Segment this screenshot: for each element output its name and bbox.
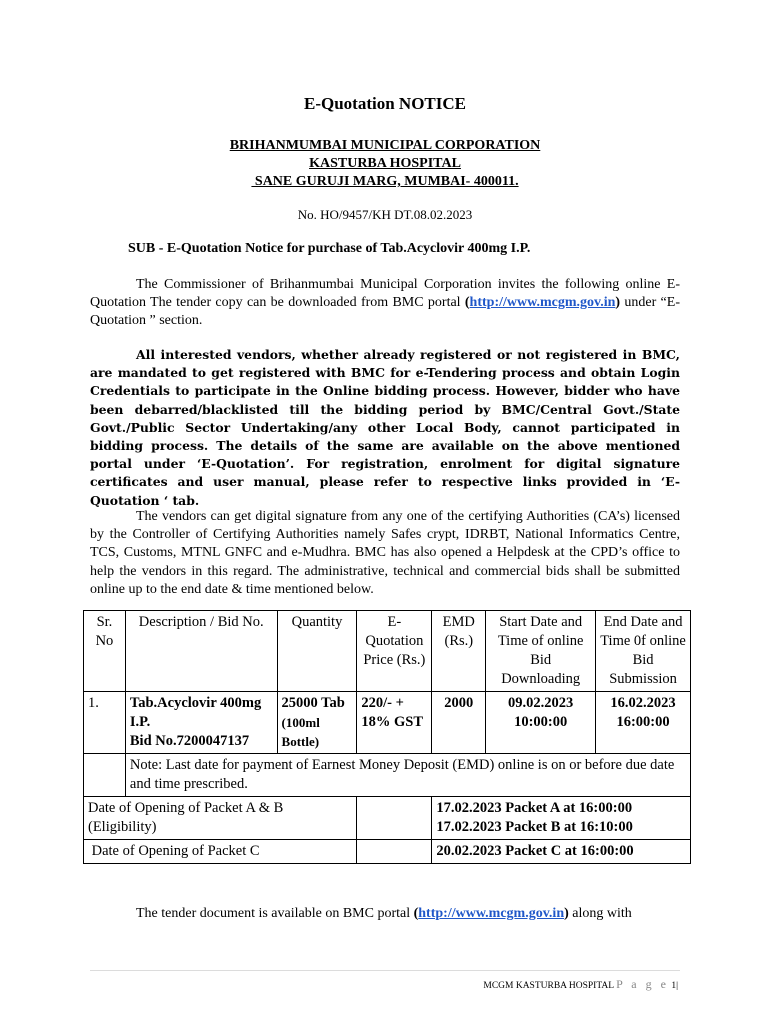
cell-quantity (277, 692, 357, 754)
cell-start-date (486, 692, 596, 754)
opening-packet-b: 17.02.2023 Packet B at 16:10:00 (436, 819, 633, 835)
reference-number: No. HO/9457/KH DT.08.02.2023 (297, 207, 473, 222)
page-footer (483, 977, 678, 992)
quantity-pack: (100ml Bottle) (281, 715, 320, 749)
end-date: 16.02.2023 (610, 695, 676, 711)
bmc-portal-link-2[interactable]: http://www.mcgm.gov.in (418, 906, 565, 921)
closing-text: The tender document is available on BMC portal (136, 906, 414, 921)
emd-note: Note: Last date for payment of Earnest Money Deposit (EMD) online is on or before due date and time prescribed. (125, 754, 690, 797)
link-open-paren-2: ( (413, 906, 419, 921)
item-name: Tab.Acyclovir 400mg I.P. (129, 695, 262, 730)
header-end-date: End Date and Time 0f online Bid Submission (596, 611, 691, 692)
hospital-name: KASTURBA HOSPITAL (309, 156, 461, 171)
digital-signature-text: The vendors can get digital signature from any one of the certifying Authorities (CA’s) licensed by the Controller of Certifying Authorities namely Safes crypt, IDRBT, National Informatics Centre, TCS, Customs, MTNL GNFC and e-Mudhra. BMC has also opened a Helpdesk at the CPD’s office to help the vendors in this regard. The administrative, technical and commercial bids shall be submitted online up to the end date & time mentioned below. (90, 509, 680, 597)
cell-end-date (596, 692, 691, 754)
intro-paragraph (90, 276, 680, 331)
hospital-address: SANE GURUJI MARG, MUMBAI- 400011. (251, 174, 519, 189)
end-time: 16:00:00 (616, 714, 670, 730)
org-name: BRIHANMUMBAI MUNICIPAL CORPORATION (229, 138, 541, 153)
table-header-row (84, 611, 691, 692)
price-main: 220/- + (361, 695, 404, 711)
cell-emd: 2000 (432, 692, 486, 754)
start-time: 10:00:00 (514, 714, 568, 730)
link-open-paren: ( (464, 295, 470, 311)
opening-ab-label: Date of Opening of Packet A & B (Eligibility) (84, 797, 357, 840)
cell-description (125, 692, 277, 754)
footer-page-label: P a g e (616, 977, 669, 991)
header-start-date: Start Date and Time of online Bid Downloading (486, 611, 596, 692)
price-tax: 18% GST (361, 714, 424, 730)
opening-packet-a: 17.02.2023 Packet A at 16:00:00 (436, 800, 633, 816)
subject-line: SUB - E-Quotation Notice for purchase of Tab.Acyclovir 400mg I.P. (128, 241, 531, 256)
cell-price (357, 692, 432, 754)
notice-title: E-Quotation NOTICE (304, 94, 466, 113)
cell-sr-no: 1. (84, 692, 126, 754)
opening-ab-blank (357, 797, 432, 840)
opening-c-blank (357, 840, 432, 864)
bmc-portal-link[interactable]: http://www.mcgm.gov.in (469, 295, 616, 311)
closing-text-end: along with (568, 906, 632, 921)
registration-paragraph (90, 346, 680, 510)
header-sr-no: Sr. No (84, 611, 126, 692)
link-close-paren-2: ) (564, 906, 569, 921)
table-row (84, 692, 691, 754)
header-emd: EMD (Rs.) (432, 611, 486, 692)
opening-c-label: Date of Opening of Packet C (84, 840, 357, 864)
organization-header (0, 137, 770, 191)
note-blank-cell (84, 754, 126, 797)
registration-text: All interested vendors, whether already registered or not registered in BMC, are mandated to get registered with BMC for e-Tendering process and obtain Login Credentials to participate in the Online bidding process. However, bidder who have been debarred/blacklisted till the bidding period by BMC/Central Govt./State Govt./Public Sector Undertaking/any other Local Body, cannot participated in bidding process. The details of the same are available on the above mentioned portal under ‘E-Quotation’. For registration, enrolment for digital signature certificates and user manual, please refer to respective links provided in ‘E-Quotation ‘ tab. (90, 347, 680, 508)
note-row (84, 754, 691, 797)
start-date: 09.02.2023 (508, 695, 574, 711)
footer-page-number: 1 (671, 981, 677, 991)
header-quantity: Quantity (277, 611, 357, 692)
footer-separator: | (676, 981, 678, 991)
footer-org: MCGM KASTURBA HOSPITAL (483, 981, 614, 991)
quantity-main: 25000 Tab (281, 695, 345, 711)
bid-number: Bid No.7200047137 (129, 733, 250, 749)
opening-ab-row (84, 797, 691, 840)
closing-paragraph (90, 905, 680, 923)
link-close-paren: ) (615, 295, 621, 311)
opening-ab-dates (432, 797, 691, 840)
header-description: Description / Bid No. (125, 611, 277, 692)
opening-c-row (84, 840, 691, 864)
intro-text: The Commissioner of Brihanmumbai Municipal Corporation invites the following online E-Quotation The tender copy can be downloaded from BMC portal (90, 277, 680, 311)
tender-table (83, 610, 691, 864)
opening-packet-c: 20.02.2023 Packet C at 16:00:00 (432, 840, 691, 864)
footer-divider (90, 970, 680, 971)
intro-text-end: under “E-Quotation ” section. (90, 295, 680, 329)
header-price: E-Quotation Price (Rs.) (357, 611, 432, 692)
digital-signature-paragraph (90, 508, 680, 599)
